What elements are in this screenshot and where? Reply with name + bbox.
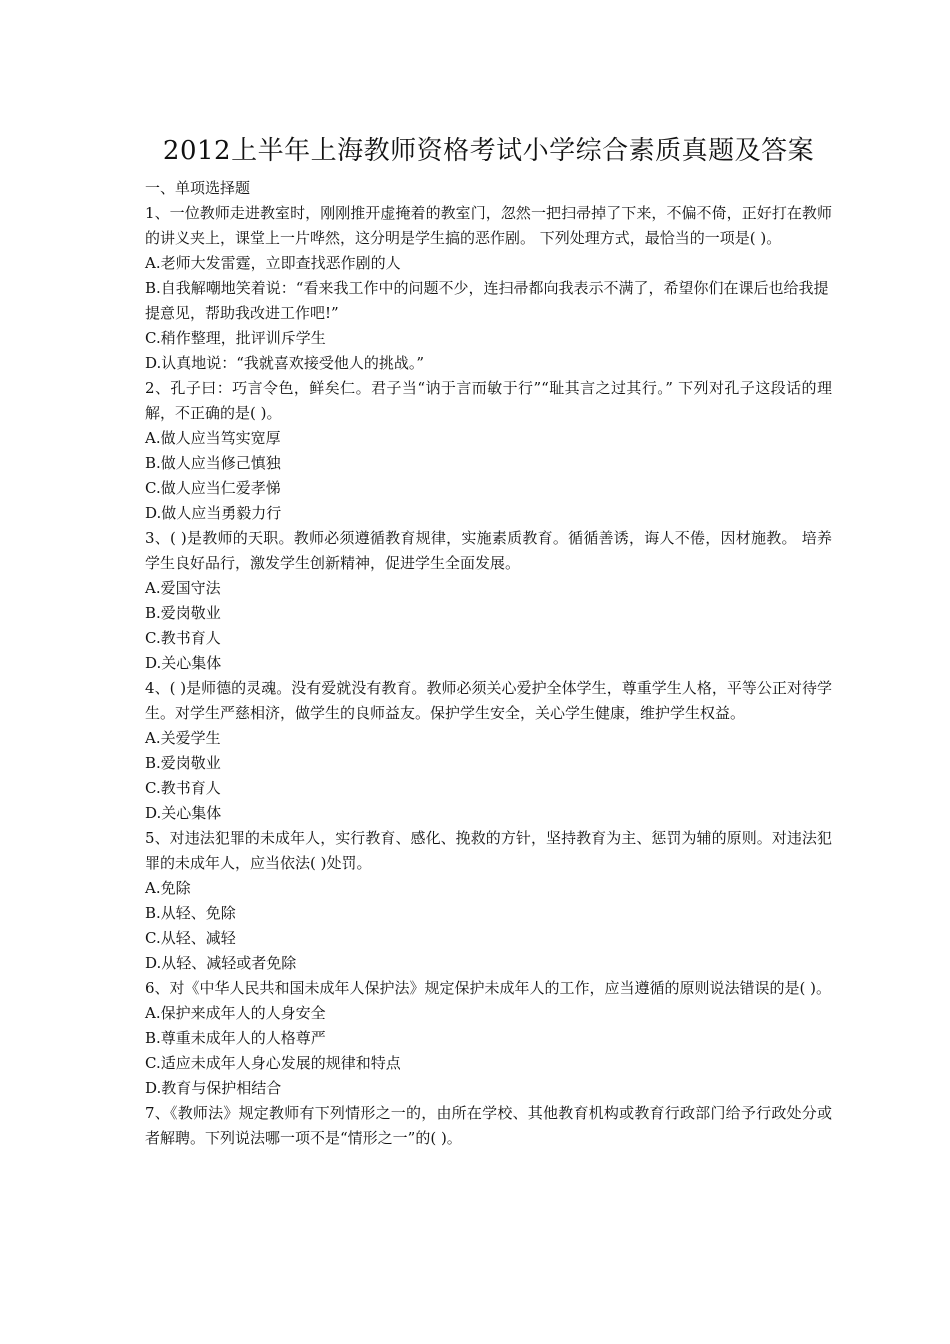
question-option: D.关心集体	[145, 804, 222, 822]
question-option: B.自我解嘲地笑着说：“看来我工作中的问题不少，连扫帚都向我表示不满了，希望你们在课后也给我提提意见，帮助我改进工作吧!”	[145, 279, 829, 322]
question-option: A.做人应当笃实宽厚	[145, 429, 281, 447]
question-stem: 2、孔子曰：巧言令色，鲜矣仁。君子当“讷于言而敏于行”“耻其言之过其行。” 下列对孔子这段话的理解，不正确的是( )。	[145, 379, 832, 422]
question-option: D.从轻、减轻或者免除	[145, 954, 297, 972]
question-option: C.从轻、减轻	[145, 929, 236, 947]
question-option: B.从轻、免除	[145, 904, 236, 922]
question-option: A.爱国守法	[145, 579, 221, 597]
question-option: D.认真地说：“我就喜欢接受他人的挑战。”	[145, 354, 425, 372]
section-heading: 一、单项选择题	[145, 179, 251, 197]
question-stem: 4、( )是师德的灵魂。没有爱就没有教育。教师必须关心爱护全体学生，尊重学生人格，平等公正对待学生。对学生严慈相济，做学生的良师益友。保护学生安全，关心学生健康，维护学生权益。	[145, 679, 832, 722]
question-5	[145, 826, 832, 976]
question-option: A.免除	[145, 879, 191, 897]
question-option: D.关心集体	[145, 654, 222, 672]
question-6	[145, 976, 832, 1101]
question-4	[145, 676, 832, 826]
question-1	[145, 201, 832, 376]
question-option: C.稍作整理，批评训斥学生	[145, 329, 326, 347]
question-option: A.保护来成年人的人身安全	[145, 1004, 326, 1022]
question-stem: 1、一位教师走进教室时，刚刚推开虚掩着的教室门，忽然一把扫帚掉了下来，不偏不倚，正好打在教师的讲义夹上，课堂上一片哗然，这分明是学生搞的恶作剧。 下列处理方式，最恰当的一项是( )。	[145, 204, 832, 247]
question-option: A.老师大发雷霆，立即查找恶作剧的人	[145, 254, 401, 272]
question-option: C.教书育人	[145, 779, 221, 797]
question-option: C.教书育人	[145, 629, 221, 647]
question-option: C.做人应当仁爱孝悌	[145, 479, 281, 497]
question-7	[145, 1101, 832, 1151]
question-stem: 7、《教师法》规定教师有下列情形之一的，由所在学校、其他教育机构或教育行政部门给予行政处分或者解聘。下列说法哪一项不是“情形之一”的( )。	[145, 1104, 832, 1147]
question-option: C.适应未成年人身心发展的规律和特点	[145, 1054, 401, 1072]
question-stem: 6、对《中华人民共和国未成年人保护法》规定保护未成年人的工作，应当遵循的原则说法错误的是( )。	[145, 979, 832, 997]
question-2	[145, 376, 832, 526]
question-option: B.尊重未成年人的人格尊严	[145, 1029, 326, 1047]
question-option: B.爱岗敬业	[145, 754, 221, 772]
question-stem: 5、对违法犯罪的未成年人，实行教育、感化、挽救的方针，坚持教育为主、惩罚为辅的原则。对违法犯罪的未成年人，应当依法( )处罚。	[145, 829, 832, 872]
question-option: D.教育与保护相结合	[145, 1079, 282, 1097]
question-option: A.关爱学生	[145, 729, 221, 747]
document-title: 2012上半年上海教师资格考试小学综合素质真题及答案	[162, 136, 815, 166]
question-option: B.爱岗敬业	[145, 604, 221, 622]
question-stem: 3、( )是教师的天职。教师必须遵循教育规律，实施素质教育。循循善诱，诲人不倦，因材施教。 培养学生良好品行，激发学生创新精神，促进学生全面发展。	[145, 529, 832, 572]
question-option: B.做人应当修己慎独	[145, 454, 281, 472]
question-option: D.做人应当勇毅力行	[145, 504, 282, 522]
question-list	[145, 201, 832, 1151]
question-3	[145, 526, 832, 676]
